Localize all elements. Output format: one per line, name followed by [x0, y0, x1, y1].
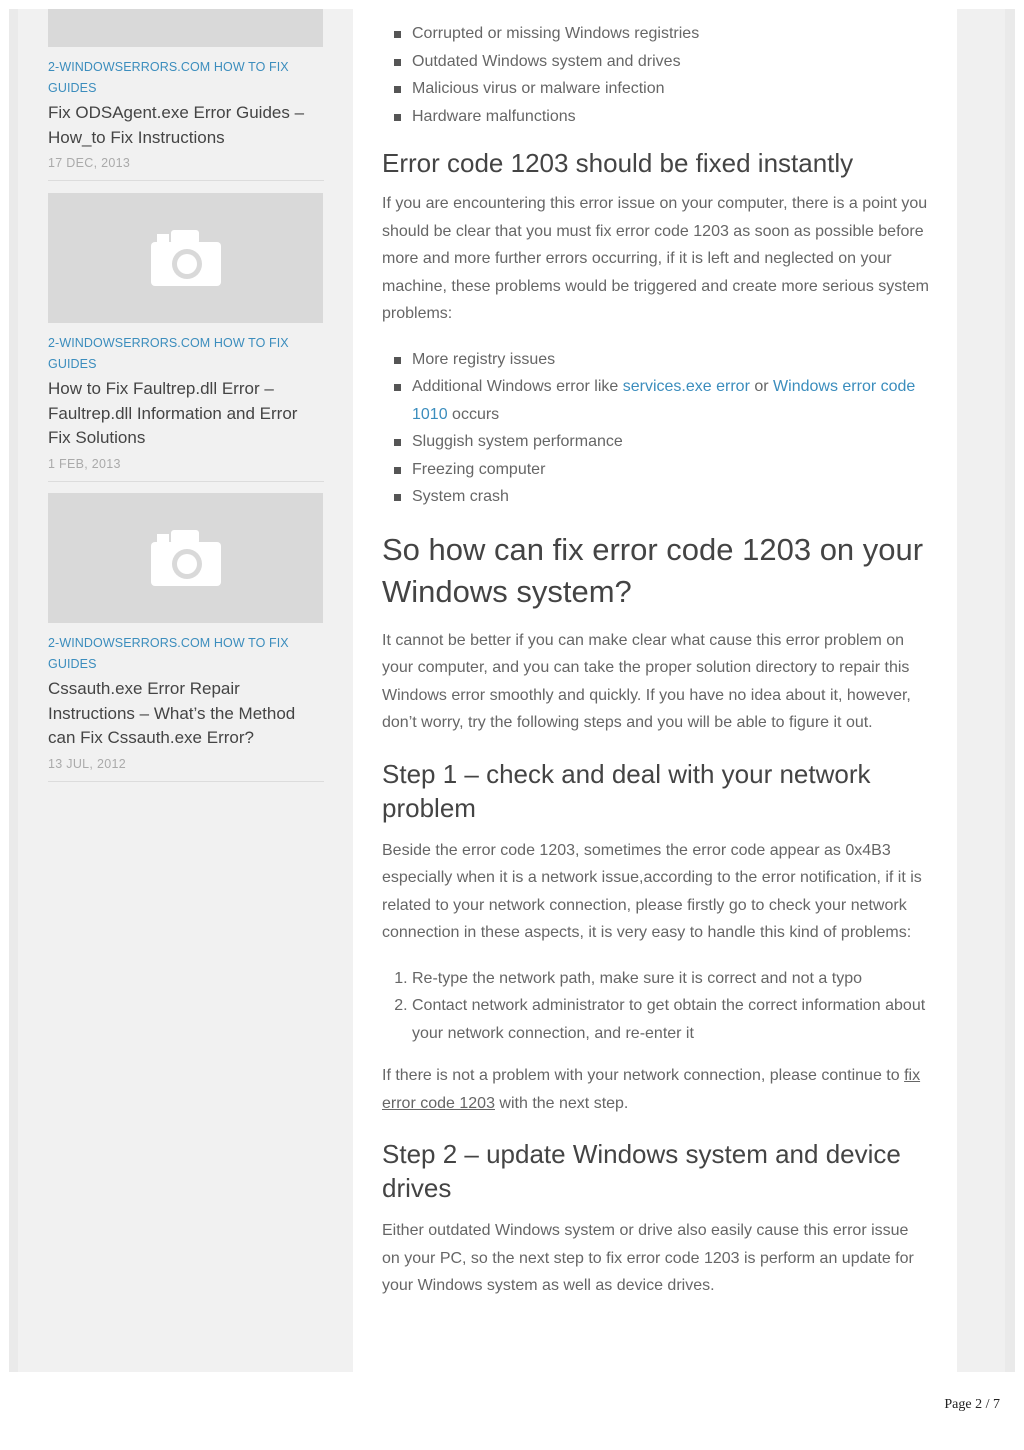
paragraph	[382, 1062, 930, 1117]
paragraph-text: If there is not a problem with your network connection, please continue to	[382, 1067, 905, 1084]
paragraph: Either outdated Windows system or drive also easily cause this error issue on your PC, so the next step to fix error code 1203 is perform an update for your Windows system as well as device drives.	[382, 1222, 914, 1294]
causes-list	[382, 20, 930, 130]
list-text: occurs	[447, 405, 500, 423]
post-date: 13 JUL, 2012	[48, 756, 126, 771]
list-item: 2. Contact network administrator to get obtain the correct information about your network connection, and re-enter it	[412, 992, 930, 1047]
list-item: Hardware malfunctions	[412, 103, 930, 131]
list-item: 1. Re-type the network path, make sure it is correct and not a typo	[412, 965, 930, 993]
section-heading: Error code 1203 should be fixed instantly	[382, 148, 854, 178]
list-item: Sluggish system performance	[412, 428, 930, 456]
services-exe-error-link[interactable]: services.exe error	[622, 378, 750, 395]
section-heading: Step 1 – check and deal with your network problem	[382, 758, 871, 823]
post-category-link[interactable]: 2-WINDOWSERRORS.COM HOW TO FIX GUIDES	[48, 636, 289, 671]
camera-icon	[151, 230, 221, 286]
post-category-link[interactable]: 2-WINDOWSERRORS.COM HOW TO FIX GUIDES	[48, 60, 289, 95]
post-thumbnail-partial[interactable]	[48, 9, 323, 47]
post-title-link[interactable]: How to Fix Faultrep.dll Error – Faultrep.dll Information and Error Fix Solutions	[48, 379, 298, 447]
post-title-link[interactable]: Cssauth.exe Error Repair Instructions – What’s the Method can Fix Cssauth.exe Error?	[48, 679, 296, 747]
problems-list	[382, 346, 930, 511]
list-item: More registry issues	[412, 346, 930, 374]
post-title-link[interactable]: Fix ODSAgent.exe Error Guides – How_to Fix Instructions	[48, 103, 305, 147]
post-category-link[interactable]: 2-WINDOWSERRORS.COM HOW TO FIX GUIDES	[48, 336, 289, 371]
list-text: Additional Windows error like	[412, 378, 623, 395]
step1-list	[382, 965, 930, 1048]
list-text: or	[749, 378, 774, 395]
post-thumbnail[interactable]	[48, 493, 323, 623]
paragraph: If you are encountering this error issue on your computer, there is a point you should be clear that you must fix error code 1203 as soon as possible before more and more further errors occurring, if it is left and neglected on your machine, these problems would be triggered and create more serious system problems:	[382, 195, 929, 322]
article-body	[382, 20, 930, 1300]
list-item	[412, 373, 930, 428]
post-thumbnail[interactable]	[48, 193, 323, 323]
paragraph-text: with the next step.	[494, 1094, 629, 1112]
post-date: 1 FEB, 2013	[48, 456, 121, 471]
list-item: Malicious virus or malware infection	[412, 75, 930, 103]
post-divider	[48, 481, 324, 482]
list-item: Outdated Windows system and drives	[412, 48, 930, 76]
list-item: Corrupted or missing Windows registries	[412, 20, 930, 48]
list-item: System crash	[412, 483, 930, 511]
camera-icon	[151, 530, 221, 586]
paragraph: It cannot be better if you can make clear what cause this error problem on your computer, and you can take the proper solution directory to repair this Windows error smoothly and quickly. If you have no idea about it, however, don’t worry, try the following steps and you will be able to figure it out.	[382, 631, 911, 731]
section-heading: So how can fix error code 1203 on your Windows system?	[382, 531, 924, 609]
fix-error-code-1203-link[interactable]: fix error code 1203	[382, 1067, 921, 1112]
sidebar-post[interactable]	[48, 47, 324, 181]
sidebar-post[interactable]	[48, 193, 324, 482]
post-divider	[48, 180, 324, 181]
sidebar-post[interactable]	[48, 493, 324, 782]
right-gutter	[957, 9, 1005, 1372]
list-item: Freezing computer	[412, 456, 930, 484]
page-number: Page 2 / 7	[944, 1397, 1000, 1412]
paragraph: Beside the error code 1203, sometimes the error code appear as 0x4B3 especially when it is a network issue,according to the error notification, if it is related to your network connection, please firstly go to check your network connection in these aspects, it is very easy to handle this kind of problems:	[382, 841, 922, 941]
post-date: 17 DEC, 2013	[48, 156, 131, 170]
windows-error-code-1010-link[interactable]: Windows error code 1010	[412, 378, 916, 423]
post-divider	[48, 781, 324, 782]
section-heading: Step 2 – update Windows system and device drives	[382, 1139, 901, 1203]
